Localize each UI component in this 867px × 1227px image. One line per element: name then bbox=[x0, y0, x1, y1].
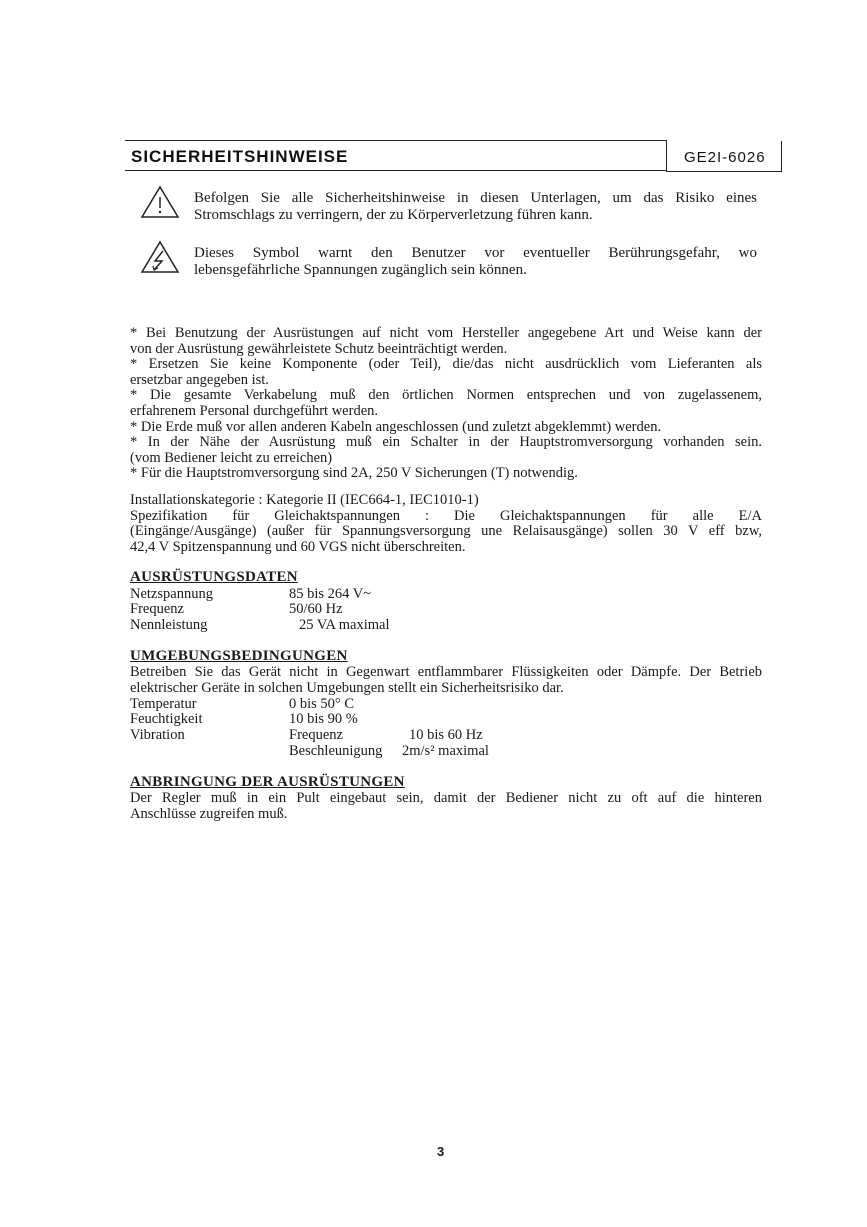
note-line: (vom Bediener leicht zu erreichen) bbox=[130, 449, 333, 466]
note-line: * Für die Hauptstromversorgung sind 2A, 250 V Sicherungen (T) notwendig. bbox=[130, 465, 578, 482]
warning-shock-line: lebensgefährliche Spannungen zugänglich sein können. bbox=[194, 262, 527, 278]
vibration-accel-label: Beschleunigung bbox=[289, 743, 383, 759]
header-top-rule bbox=[125, 140, 667, 141]
warning-shock bbox=[194, 245, 757, 279]
environment-line: Betreiben Sie das Gerät nicht in Gegenwart entflammbarer Flüssigkeiten oder Dämpfe. Der Betrieb bbox=[130, 664, 762, 680]
header-bottom-rule bbox=[125, 170, 667, 171]
mounting-text bbox=[130, 791, 762, 822]
page-number: 3 bbox=[437, 1144, 445, 1159]
note-line: * Bei Benutzung der Ausrüstungen auf nicht vom Hersteller angegebene Art und Weise kann der bbox=[130, 325, 762, 341]
vibration-frequency-label: Frequenz bbox=[289, 727, 343, 743]
environment-line: elektrischer Geräte in solchen Umgebungen stellt ein Sicherheitsrisiko dar. bbox=[130, 679, 564, 696]
equipment-value: 25 VA maximal bbox=[299, 617, 390, 633]
note-line: von der Ausrüstung gewährleistete Schutz beeinträchtigt werden. bbox=[130, 340, 508, 357]
environment-label: Feuchtigkeit bbox=[130, 711, 203, 727]
equipment-heading: AUSRÜSTUNGSDATEN bbox=[130, 569, 298, 585]
note-line: ersetzbar angegeben ist. bbox=[130, 371, 269, 388]
environment-value: 0 bis 50° C bbox=[289, 696, 355, 712]
vibration-accel-value: 2m/s² maximal bbox=[402, 743, 489, 759]
equipment-label: Nennleistung bbox=[130, 617, 208, 633]
equipment-value: 50/60 Hz bbox=[289, 601, 343, 617]
safety-notes bbox=[130, 326, 762, 482]
doc-id: GE2I-6026 bbox=[684, 149, 766, 166]
caution-triangle-icon bbox=[140, 185, 180, 219]
electric-shock-triangle-icon bbox=[140, 240, 180, 274]
vibration-label: Vibration bbox=[130, 727, 185, 743]
environment-text bbox=[130, 665, 762, 696]
installation-info bbox=[130, 493, 762, 555]
environment-value: 10 bis 90 % bbox=[289, 711, 358, 727]
note-line: * Die Erde muß vor allen anderen Kabeln angeschlossen (und zuletzt abgeklemmt) werden. bbox=[130, 418, 662, 435]
equipment-label: Frequenz bbox=[130, 601, 184, 617]
note-line: * Ersetzen Sie keine Komponente (oder Teil), die/das nicht ausdrücklich vom Lieferanten als bbox=[130, 356, 762, 373]
installation-line: (Eingänge/Ausgänge) (außer für Spannungsversorgung une Relaisausgänge) sollen 30 V eff bzw, bbox=[130, 523, 762, 540]
page-title: SICHERHEITSHINWEISE bbox=[131, 147, 349, 166]
installation-line: 42,4 V Spitzenspannung und 60 VGS nicht überschreiten. bbox=[130, 538, 466, 555]
vibration-frequency-value: 10 bis 60 Hz bbox=[409, 727, 483, 743]
installation-line: Installationskategorie : Kategorie II (IEC664-1, IEC1010-1) bbox=[130, 492, 479, 508]
note-line: * In der Nähe der Ausrüstung muß ein Schalter in der Hauptstromversorgung vorhanden sein. bbox=[130, 434, 762, 451]
installation-line: Spezifikation für Gleichaktspannungen : Die Gleichaktspannungen für alle E/A bbox=[130, 507, 762, 524]
warning-general-line: Stromschlags zu verringern, der zu Körperverletzung führen kann. bbox=[194, 207, 593, 223]
note-line: * Die gesamte Verkabelung muß den örtlichen Normen entsprechen und von zugelassenem, bbox=[130, 387, 762, 404]
mounting-line: Anschlüsse zugreifen muß. bbox=[130, 805, 288, 822]
mounting-heading: ANBRINGUNG DER AUSRÜSTUNGEN bbox=[130, 774, 405, 790]
note-line: erfahrenem Personal durchgeführt werden. bbox=[130, 402, 379, 419]
mounting-line: Der Regler muß in ein Pult eingebaut sein, damit der Bediener nicht zu oft auf die hinteren bbox=[130, 790, 762, 806]
warning-general-line: Befolgen Sie alle Sicherheitshinweise in diesen Unterlagen, um das Risiko eines bbox=[194, 190, 757, 206]
warning-general bbox=[194, 190, 757, 224]
environment-heading: UMGEBUNGSBEDINGUNGEN bbox=[130, 648, 348, 664]
warning-shock-line: Dieses Symbol warnt den Benutzer vor eventueller Berührungsgefahr, wo bbox=[194, 245, 757, 261]
equipment-label: Netzspannung bbox=[130, 586, 213, 602]
equipment-value: 85 bis 264 V~ bbox=[289, 586, 372, 602]
environment-label: Temperatur bbox=[130, 696, 197, 712]
